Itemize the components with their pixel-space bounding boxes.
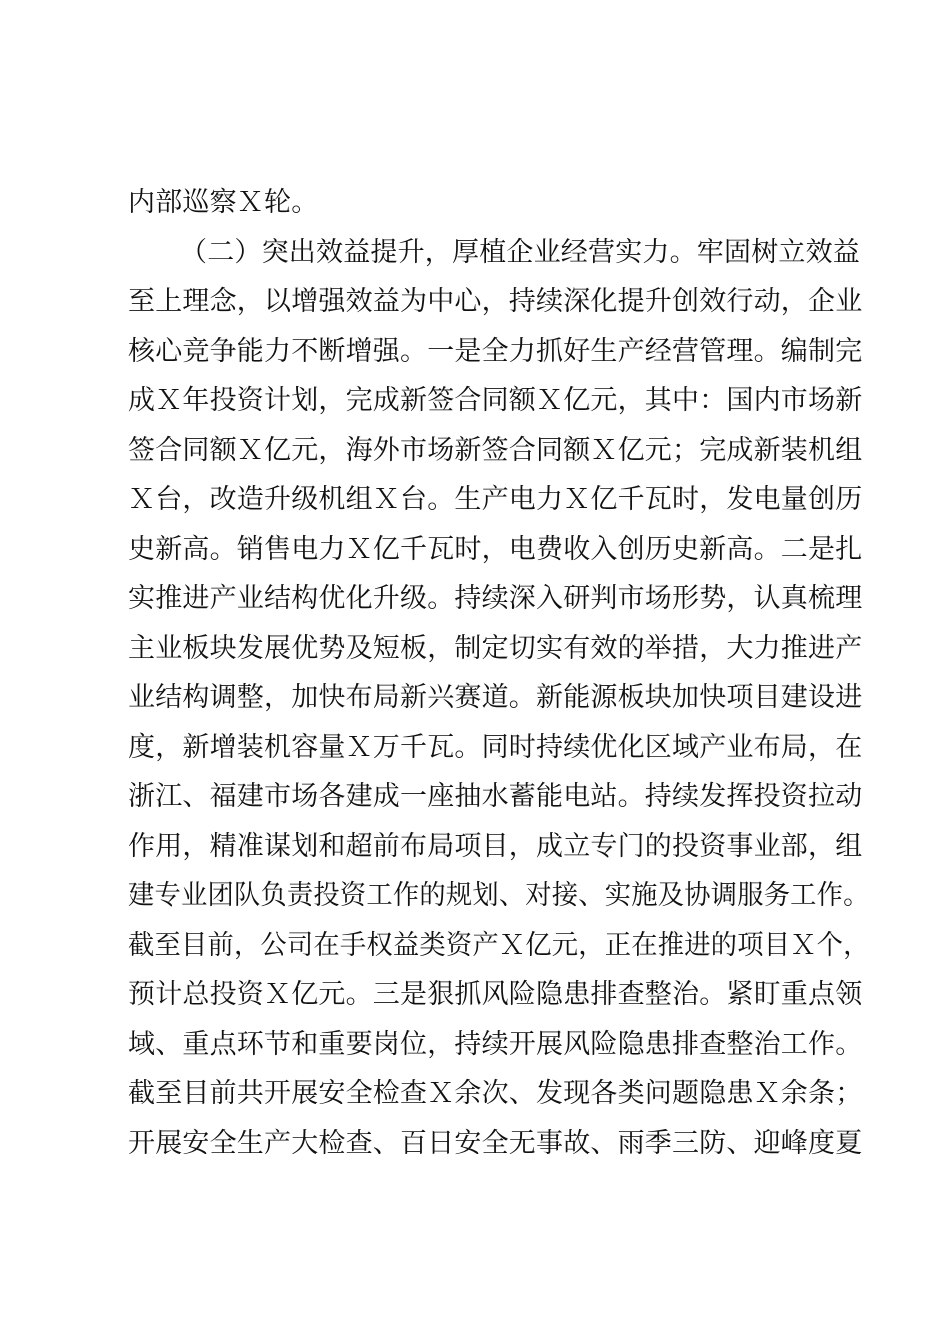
text-line: 主业板块发展优势及短板，制定切实有效的举措，大力推进产 <box>128 632 863 664</box>
text-line: 预计总投资Ｘ亿元。三是狠抓风险隐患排查整治。紧盯重点领 <box>128 979 863 1010</box>
text-line: 成Ｘ年投资计划，完成新签合同额Ｘ亿元，其中：国内市场新 <box>128 385 863 416</box>
text-line: （二）突出效益提升，厚植企业经营实力。牢固树立效益 <box>180 236 860 268</box>
text-line: 内部巡察Ｘ轮。 <box>128 187 319 218</box>
text-line: 截至目前，公司在手权益类资产Ｘ亿元，正在推进的项目Ｘ个， <box>128 929 870 961</box>
text-line: 核心竞争能力不断增强。一是全力抓好生产经营管理。编制完 <box>128 335 863 367</box>
text-line: 度，新增装机容量Ｘ万千瓦。同时持续优化区域产业布局，在 <box>128 731 863 763</box>
text-line: 史新高。销售电力Ｘ亿千瓦时，电费收入创历史新高。二是扎 <box>128 533 863 565</box>
text-line: 作用，精准谋划和超前布局项目，成立专门的投资事业部，组 <box>128 830 863 862</box>
text-line: 浙江、福建市场各建成一座抽水蓄能电站。持续发挥投资拉动 <box>128 781 863 812</box>
text-line: 域、重点环节和重要岗位，持续开展风险隐患排查整治工作。 <box>128 1028 863 1060</box>
text-line: 建专业团队负责投资工作的规划、对接、实施及协调服务工作。 <box>128 880 870 911</box>
text-line: 至上理念，以增强效益为中心，持续深化提升创效行动，企业 <box>128 286 863 317</box>
text-line: Ｘ台，改造升级机组Ｘ台。生产电力Ｘ亿千瓦时，发电量创历 <box>128 484 863 515</box>
text-line: 实推进产业结构优化升级。持续深入研判市场形势，认真梳理 <box>128 583 863 614</box>
text-line: 业结构调整，加快布局新兴赛道。新能源板块加快项目建设进 <box>128 682 863 713</box>
text-line: 开展安全生产大检查、百日安全无事故、雨季三防、迎峰度夏 <box>128 1127 863 1159</box>
text-line: 截至目前共开展安全检查Ｘ余次、发现各类问题隐患Ｘ余条； <box>128 1078 863 1109</box>
body-text <box>128 178 868 1168</box>
text-line: 签合同额Ｘ亿元，海外市场新签合同额Ｘ亿元；完成新装机组 <box>128 434 863 466</box>
